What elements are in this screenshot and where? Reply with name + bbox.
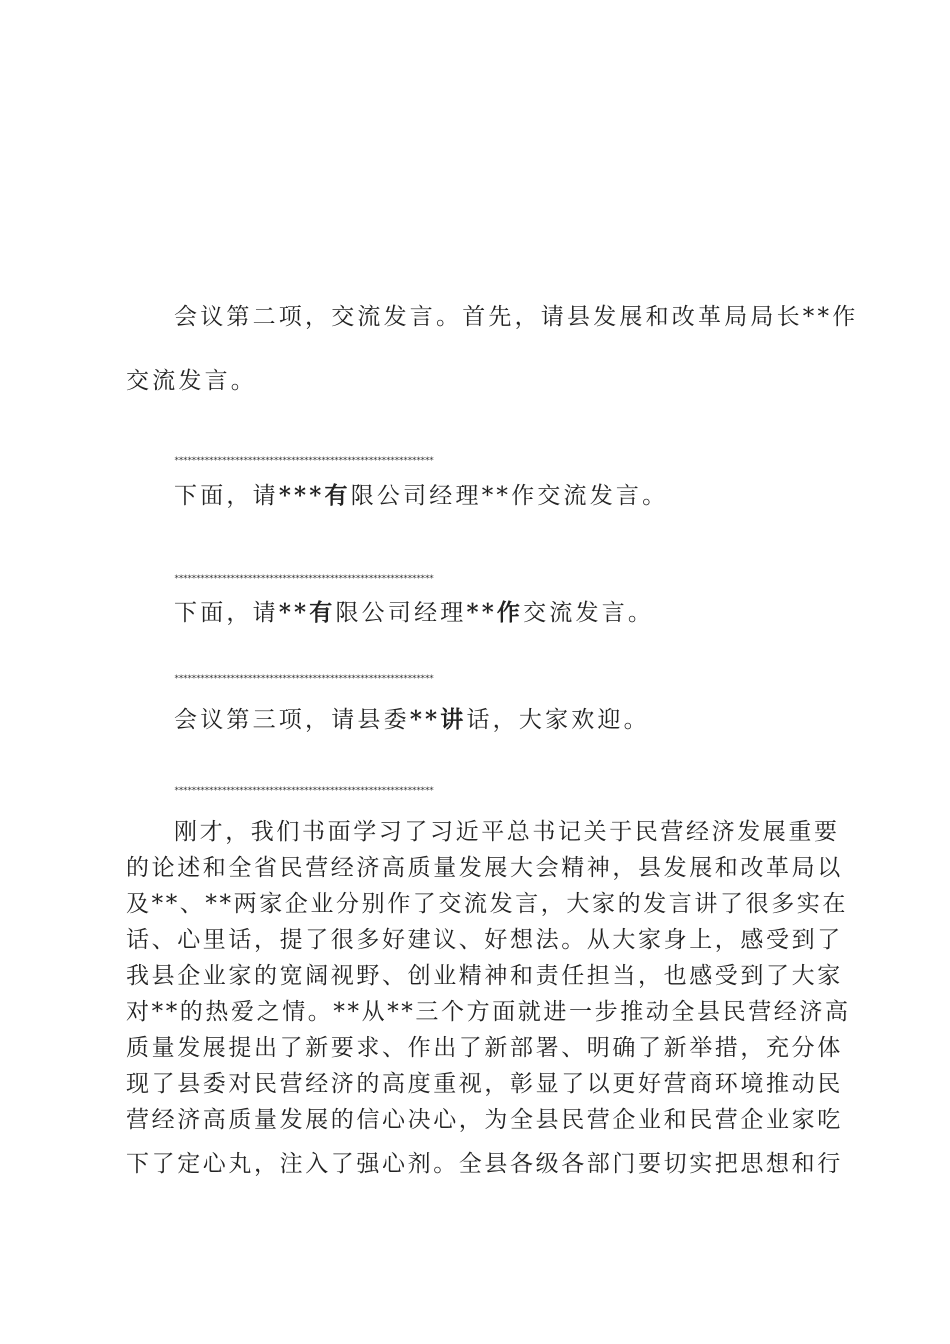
speech-paragraph [126, 814, 851, 1182]
body-line: 现了县委对民营经济的高度重视，彰显了以更好营商环境推动民 [126, 1071, 843, 1097]
separator: ************************************************************ [174, 674, 434, 684]
speaker-2-bold-1: **有 [278, 599, 336, 626]
speaker-1-prefix: 下面，请 [174, 483, 279, 509]
separator: ************************************************************ [174, 786, 434, 796]
speaker-1-line [174, 481, 668, 511]
speaker-2-bold-2: **作 [466, 599, 524, 626]
item-3-rest: 话，大家欢迎。 [466, 707, 650, 733]
body-line: 我县企业家的宽阔视野、创业精神和责任担当，也感受到了大家 [126, 963, 843, 989]
intro-line-1: 会议第二项，交流发言。首先，请县发展和改革局局长**作 [174, 304, 859, 330]
item-3-line [174, 705, 650, 735]
speaker-1-bold: ***有 [278, 482, 351, 509]
speaker-1-rest: 限公司经理**作交流发言。 [350, 483, 669, 509]
separator: ************************************************************ [174, 456, 434, 466]
body-line: 的论述和全省民营经济高质量发展大会精神，县发展和改革局以 [126, 855, 843, 881]
item-3-prefix: 会议第三项，请县委 [174, 707, 410, 733]
item-3-bold: **讲 [409, 706, 467, 733]
body-line: 及**、**两家企业分别作了交流发言，大家的发言讲了很多实在 [126, 891, 848, 917]
speaker-2-prefix: 下面，请 [174, 600, 279, 626]
separator: ************************************************************ [174, 574, 434, 584]
body-line: 话、心里话，提了很多好建议、好想法。从大家身上，感受到了 [126, 927, 843, 953]
body-line: 下了定心丸，注入了强心剂。全县各级各部门要切实把思想和行 [126, 1151, 843, 1177]
speaker-2-rest: 交流发言。 [523, 600, 655, 626]
body-line: 对**的热爱之情。**从**三个方面就进一步推动全县民营经济高 [126, 999, 851, 1025]
body-line: 质量发展提出了新要求、作出了新部署、明确了新举措，充分体 [126, 1035, 843, 1061]
body-line: 刚才，我们书面学习了习近平总书记关于民营经济发展重要 [174, 819, 840, 845]
body-line: 营经济高质量发展的信心决心，为全县民营企业和民营企业家吃 [126, 1107, 843, 1133]
intro-line-2: 交流发言。 [126, 368, 257, 394]
speaker-2-line [174, 598, 654, 628]
speaker-2-mid: 限公司经理 [335, 600, 467, 626]
